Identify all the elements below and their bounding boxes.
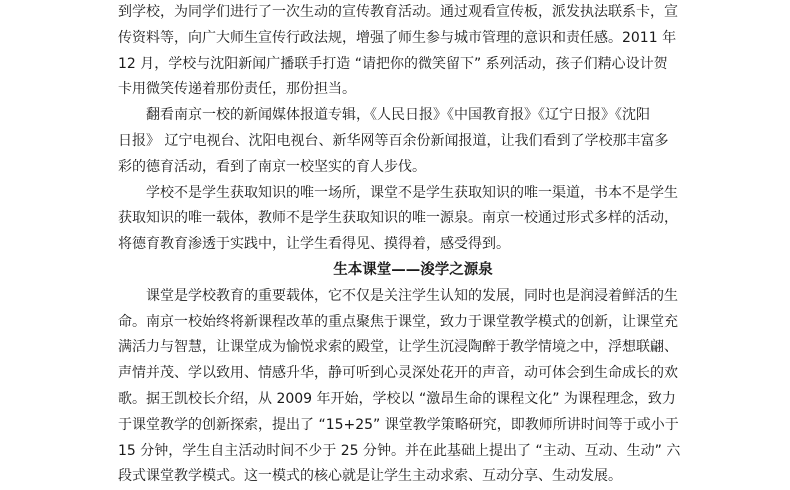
text-line: 15 分钟，学生自主活动时间不少于 25 分钟。并在此基础上提出了 “主动、互动、生动” 六 (118, 442, 681, 459)
paragraph (118, 284, 690, 490)
text-line: 课堂是学校教育的重要载体，它不仅是关注学生认知的发展，同时也是润浸着鲜活的生 (118, 287, 678, 304)
body-text-top (118, 0, 690, 258)
text-line: 于课堂教学的创新探索，提出了 “15+25” 课堂教学策略研究，即教师所讲时间等于或小于 (118, 416, 679, 433)
text-line: 命。南京一校始终将新课程改革的重点聚焦于课堂，致力于课堂教学模式的创新，让课堂充 (118, 313, 678, 330)
text-line: 段式课堂教学模式。这一模式的核心就是让学生主动求索、互动分享、生动发展。 (118, 468, 622, 485)
text-line: 满活力与智慧，让课堂成为愉悦求索的殿堂，让学生沉浸陶醉于教学情境之中，浮想联翩、 (118, 339, 678, 356)
text-line: 学校不是学生获取知识的唯一场所，课堂不是学生获取知识的唯一渠道，书本不是学生 (118, 184, 678, 201)
text-line: 声情并茂、学以致用、情感升华，静可听到心灵深处花开的声音，动可体会到生命成长的欢 (118, 365, 678, 382)
text-line: 到学校，为同学们进行了一次生动的宣传教育活动。通过观看宣传板，派发执法联系卡，宣 (118, 4, 678, 20)
text-line: 获取知识的唯一载体，教师不是学生获取知识的唯一源泉。南京一校通过形式多样的活动， (118, 210, 678, 227)
paragraph (118, 181, 690, 258)
body-text-bottom (118, 284, 690, 490)
text-line: 12 月，学校与沈阳新闻广播联手打造 “请把你的微笑留下” 系列活动，孩子们精心设计贺 (118, 55, 668, 72)
section-heading: 生本课堂——浚学之源泉 (333, 261, 493, 278)
paragraph (118, 0, 690, 103)
text-line: 彩的德育活动，看到了南京一校坚实的育人步伐。 (118, 158, 426, 175)
text-line: 传资料等，向广大师生宣传行政法规，增强了师生参与城市管理的意识和责任感。2011 年 (118, 29, 677, 46)
text-line: 翻看南京一校的新闻媒体报道专辑，《人民日报》《中国教育报》《辽宁日报》《沈阳 (118, 107, 650, 124)
text-line: 歌。据王凯校长介绍，从 2009 年开始，学校以 “激昂生命的课程文化” 为课程理念，致力 (118, 390, 676, 407)
paragraph (118, 103, 690, 180)
document-page (118, 0, 690, 490)
text-line: 日报》 辽宁电视台、沈阳电视台、新华网等百余份新闻报道，让我们看到了学校那丰富多 (118, 132, 669, 149)
text-line: 卡用微笑传递着那份责任，那份担当。 (118, 81, 356, 98)
text-line: 将德育教育渗透于实践中，让学生看得见、摸得着，感受得到。 (118, 236, 510, 253)
